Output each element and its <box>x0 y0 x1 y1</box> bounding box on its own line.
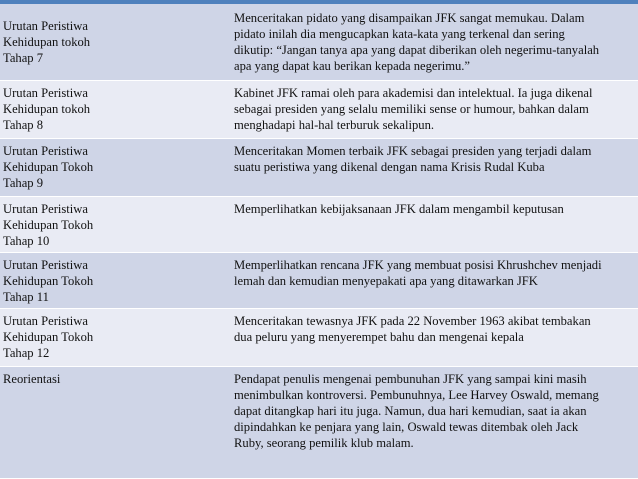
stage-label-cell <box>0 4 231 80</box>
description-line: Pendapat penulis mengenai pembunuhan JFK yang sampai kini masih <box>234 371 587 386</box>
description-line: sebagai presiden yang selalu memiliki sense or humour, bahkan dalam <box>234 101 589 116</box>
stage-description-cell <box>231 252 638 308</box>
stage-label-line: Tahap 10 <box>3 233 50 248</box>
description-line: dua peluru yang menyerempet bahu dan mengenai kepala <box>234 329 524 344</box>
stage-label-line: Tahap 11 <box>3 289 49 304</box>
stage-description-cell <box>231 308 638 366</box>
stage-description-cell <box>231 4 638 80</box>
description-line: menimbulkan kontroversi. Pembunuhnya, Lee Harvey Oswald, memang <box>234 387 599 402</box>
stage-label-line: Kehidupan Tokoh <box>3 329 94 344</box>
stage-label-cell <box>0 308 231 366</box>
stage-label-line: Tahap 8 <box>3 117 44 132</box>
story-structure-table <box>0 4 638 479</box>
description-line: Ruby, seorang pemilik klub malam. <box>234 435 414 450</box>
stage-description-cell <box>231 196 638 252</box>
description-line: menghadapi hal-hal terburuk sekalipun. <box>234 117 435 132</box>
stage-description-cell <box>231 80 638 138</box>
description-line: dikutip: “Jangan tanya apa yang dapat diberikan oleh negerimu-tanyalah <box>234 43 600 57</box>
stage-label-line: Urutan Peristiwa <box>3 201 88 216</box>
description-line: dapat ditangkap hari itu juga. Namun, dua hari kemudian, saat ia akan <box>234 403 587 418</box>
stage-label-line: Urutan Peristiwa <box>3 85 88 100</box>
stage-label-cell <box>0 252 231 308</box>
description-line: dipindahkan ke penjara yang lain, Oswald tewas ditembak oleh Jack <box>234 419 579 434</box>
stage-label-line: Kehidupan Tokoh <box>3 159 94 174</box>
table-row <box>0 4 638 80</box>
stage-description-cell <box>231 366 638 478</box>
description-line: Memperlihatkan rencana JFK yang membuat posisi Khrushchev menjadi <box>234 257 602 272</box>
description-line: pidato inilah dia mengucapkan kata-kata yang terkenal dan sering <box>234 27 565 41</box>
description-line: lemah dan kemudian menyepakati apa yang ditawarkan JFK <box>234 273 538 288</box>
stage-label-line: Tahap 12 <box>3 345 50 360</box>
table-row <box>0 138 638 196</box>
description-line: suatu peristiwa yang dikenal dengan nama Krisis Rudal Kuba <box>234 159 545 174</box>
description-line: Menceritakan pidato yang disampaikan JFK sangat memukau. Dalam <box>234 11 585 25</box>
table-row <box>0 366 638 478</box>
stage-label-line: Urutan Peristiwa <box>3 257 88 272</box>
stage-label-line: Kehidupan Tokoh <box>3 273 94 288</box>
stage-label-cell <box>0 138 231 196</box>
table-row <box>0 80 638 138</box>
table-row <box>0 308 638 366</box>
table-row <box>0 196 638 252</box>
table-row <box>0 252 638 308</box>
stage-label-line: Tahap 9 <box>3 175 44 190</box>
stage-label-line: Kehidupan Tokoh <box>3 217 94 232</box>
stage-label-line: Urutan Peristiwa <box>3 143 88 158</box>
description-line: Menceritakan tewasnya JFK pada 22 November 1963 akibat tembakan <box>234 313 591 328</box>
stage-label-cell <box>0 80 231 138</box>
stage-label-line: Urutan Peristiwa <box>3 313 88 328</box>
stage-label-cell <box>0 366 231 478</box>
stage-label-line: Kehidupan tokoh <box>3 35 91 49</box>
description-line: Memperlihatkan kebijaksanaan JFK dalam mengambil keputusan <box>234 201 564 216</box>
stage-label-line: Reorientasi <box>3 371 61 386</box>
stage-label-line: Kehidupan tokoh <box>3 101 91 116</box>
description-line: Kabinet JFK ramai oleh para akademisi dan intelektual. Ia juga dikenal <box>234 85 593 100</box>
stage-label-line: Tahap 7 <box>3 51 44 65</box>
stage-label-line: Urutan Peristiwa <box>3 19 88 33</box>
description-line: Menceritakan Momen terbaik JFK sebagai presiden yang terjadi dalam <box>234 143 592 158</box>
stage-label-cell <box>0 196 231 252</box>
stage-description-cell <box>231 138 638 196</box>
description-line: apa yang dapat kau berikan kepada negerimu.” <box>234 59 471 73</box>
